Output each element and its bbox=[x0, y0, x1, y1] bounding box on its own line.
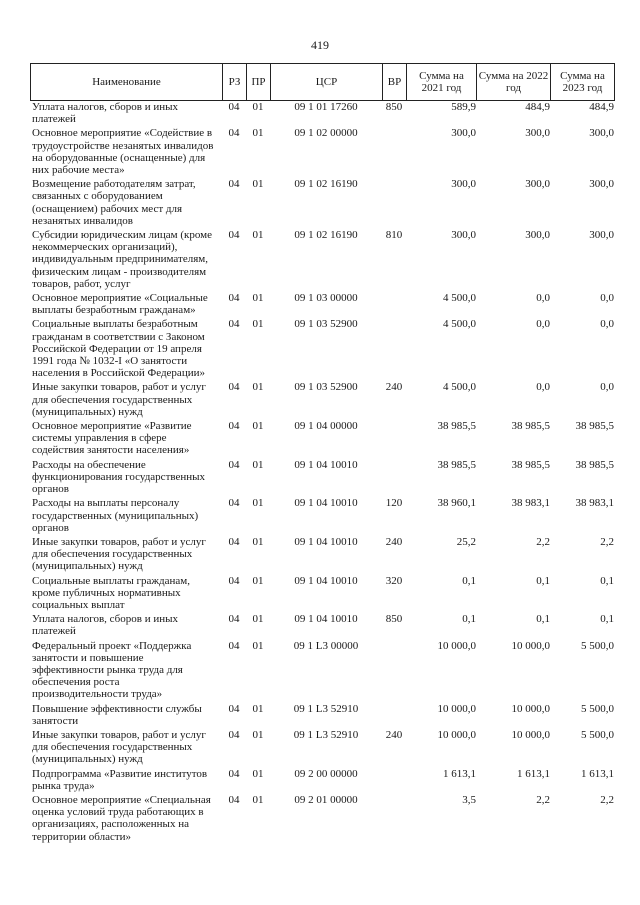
row-vr bbox=[382, 292, 406, 318]
row-name: Основное мероприятие «Содействие в трудоустройстве незанятых инвалидов на оборудованные (оснащенные) для них рабочие места» bbox=[32, 127, 214, 177]
row-pr: 01 bbox=[252, 793, 264, 806]
row-sum-2022: 38 985,5 bbox=[511, 420, 550, 433]
row-rz: 04 bbox=[228, 101, 240, 113]
row-name: Социальные выплаты безработным гражданам в соответствии с Законом Российской Федерации от 19 апреля 1991 года № 1032-I «О занятости населения в Российской Федерации» bbox=[32, 318, 205, 380]
row-name: Уплата налогов, сборов и иных платежей bbox=[32, 613, 179, 638]
row-sum-2023: 0,1 bbox=[600, 613, 614, 626]
row-csr: 09 1 03 52900 bbox=[294, 381, 358, 394]
row-sum-2021: 4 500,0 bbox=[443, 381, 476, 394]
row-sum-2021: 38 985,5 bbox=[437, 458, 476, 471]
row-sum-2022: 300,0 bbox=[525, 229, 550, 242]
row-sum-2021: 38 960,1 bbox=[437, 497, 476, 510]
row-sum-2022: 0,0 bbox=[536, 318, 550, 331]
table-row bbox=[30, 318, 614, 381]
row-rz: 04 bbox=[228, 458, 240, 471]
row-name: Повышение эффективности службы занятости bbox=[32, 702, 202, 727]
row-name: Субсидии юридическим лицам (кроме некоммерческих организаций), индивидуальным предпринимателям, физическим лицам - производителям товаров, работ, услуг bbox=[32, 229, 213, 290]
row-name: Основное мероприятие «Специальная оценка условий труда работающих в организациях, расположенных на территории области» bbox=[32, 793, 211, 843]
table-row bbox=[30, 420, 614, 459]
row-csr: 09 1 04 00000 bbox=[294, 420, 358, 433]
row-pr: 01 bbox=[252, 178, 264, 191]
row-sum-2021: 0,1 bbox=[462, 613, 476, 626]
row-sum-2023: 2,2 bbox=[600, 793, 614, 806]
row-pr: 01 bbox=[252, 497, 264, 510]
row-sum-2021: 0,1 bbox=[462, 574, 476, 587]
row-sum-2022: 300,0 bbox=[525, 127, 550, 140]
row-vr bbox=[382, 794, 406, 845]
row-sum-2021: 4 500,0 bbox=[443, 318, 476, 331]
row-rz: 04 bbox=[228, 639, 240, 652]
row-sum-2022: 0,0 bbox=[536, 292, 550, 305]
row-vr: 850 bbox=[385, 101, 403, 113]
row-name: Социальные выплаты гражданам, кроме публичных нормативных социальных выплат bbox=[32, 574, 190, 611]
row-sum-2022: 10 000,0 bbox=[511, 728, 550, 741]
header-name: Наименование bbox=[31, 64, 223, 101]
row-vr bbox=[382, 127, 406, 178]
row-sum-2021: 300,0 bbox=[451, 229, 476, 242]
row-name: Федеральный проект «Поддержка занятости и повышение эффективности рынка труда для обеспечения роста производительности труда» bbox=[32, 639, 192, 701]
row-vr: 850 bbox=[385, 613, 403, 626]
row-rz: 04 bbox=[228, 229, 240, 242]
header-pr: ПР bbox=[247, 64, 271, 101]
row-rz: 04 bbox=[228, 127, 240, 140]
header-csr: ЦСР bbox=[271, 64, 383, 101]
row-sum-2023: 38 985,5 bbox=[575, 458, 614, 471]
page-number: 419 bbox=[311, 38, 329, 52]
row-csr: 09 1 04 10010 bbox=[294, 458, 358, 471]
table-row bbox=[30, 459, 614, 498]
row-pr: 01 bbox=[252, 101, 264, 113]
row-rz: 04 bbox=[228, 420, 240, 433]
row-pr: 01 bbox=[252, 229, 264, 242]
row-sum-2022: 0,0 bbox=[536, 381, 550, 394]
row-sum-2022: 10 000,0 bbox=[511, 702, 550, 715]
row-sum-2021: 3,5 bbox=[462, 793, 476, 806]
table-row bbox=[30, 536, 614, 575]
row-sum-2021: 589,9 bbox=[451, 101, 476, 113]
header-sum-2023: Сумма на 2023 год bbox=[551, 64, 615, 101]
table-row bbox=[30, 497, 614, 536]
row-pr: 01 bbox=[252, 127, 264, 140]
table-row bbox=[30, 127, 614, 178]
table-row bbox=[30, 794, 614, 845]
row-pr: 01 bbox=[252, 767, 264, 780]
row-rz: 04 bbox=[228, 613, 240, 626]
row-name: Иные закупки товаров, работ и услуг для обеспечения государственных (муниципальных) нужд bbox=[32, 535, 206, 573]
header-vr: ВР bbox=[383, 64, 407, 101]
row-vr bbox=[382, 420, 406, 459]
budget-table bbox=[30, 101, 614, 845]
table-row bbox=[30, 381, 614, 420]
row-pr: 01 bbox=[252, 574, 264, 587]
row-sum-2023: 1 613,1 bbox=[581, 767, 614, 780]
table-row bbox=[30, 703, 614, 729]
row-rz: 04 bbox=[228, 574, 240, 587]
row-vr: 320 bbox=[385, 574, 403, 587]
row-vr bbox=[382, 459, 406, 498]
table-row bbox=[30, 229, 614, 292]
row-pr: 01 bbox=[252, 702, 264, 715]
row-pr: 01 bbox=[252, 318, 264, 331]
row-vr bbox=[382, 178, 406, 229]
row-sum-2023: 300,0 bbox=[589, 127, 614, 140]
row-rz: 04 bbox=[228, 728, 240, 741]
row-name: Подпрограмма «Развитие институтов рынка труда» bbox=[32, 767, 208, 792]
row-vr bbox=[382, 640, 406, 703]
row-name: Основное мероприятие «Развитие системы управления в сфере содействия занятости населения» bbox=[32, 420, 192, 457]
row-rz: 04 bbox=[228, 292, 240, 305]
row-pr: 01 bbox=[252, 535, 264, 548]
row-rz: 04 bbox=[228, 767, 240, 780]
row-name: Иные закупки товаров, работ и услуг для обеспечения государственных (муниципальных) нужд bbox=[32, 728, 206, 766]
row-name: Расходы на обеспечение функционирования государственных органов bbox=[32, 458, 206, 496]
table-row bbox=[30, 292, 614, 318]
table-row bbox=[30, 613, 614, 639]
row-sum-2023: 300,0 bbox=[589, 178, 614, 191]
row-csr: 09 1 02 16190 bbox=[294, 178, 358, 191]
row-sum-2021: 10 000,0 bbox=[437, 702, 476, 715]
row-sum-2023: 5 500,0 bbox=[581, 728, 614, 741]
header-sum-2021: Сумма на 2021 год bbox=[407, 64, 477, 101]
row-sum-2022: 2,2 bbox=[536, 793, 550, 806]
row-csr: 09 1 L3 52910 bbox=[293, 702, 359, 715]
row-sum-2022: 10 000,0 bbox=[511, 639, 550, 652]
row-csr: 09 1 03 00000 bbox=[294, 292, 358, 305]
header-sum-2022: Сумма на 2022 год bbox=[477, 64, 551, 101]
row-vr bbox=[382, 318, 406, 381]
row-name: Основное мероприятие «Социальные выплаты безработным гражданам» bbox=[32, 292, 208, 317]
row-sum-2023: 0,0 bbox=[600, 318, 614, 331]
row-name: Возмещение работодателям затрат, связанных с оборудованием (оснащением) рабочих мест для незанятых инвалидов bbox=[32, 178, 196, 227]
row-sum-2023: 484,9 bbox=[589, 101, 614, 113]
table-row bbox=[30, 640, 614, 703]
row-pr: 01 bbox=[252, 613, 264, 626]
row-csr: 09 1 04 10010 bbox=[294, 613, 358, 626]
row-sum-2021: 300,0 bbox=[451, 127, 476, 140]
row-name: Уплата налогов, сборов и иных платежей bbox=[32, 101, 179, 126]
row-sum-2021: 10 000,0 bbox=[437, 639, 476, 652]
table-header bbox=[30, 63, 615, 101]
row-vr bbox=[382, 768, 406, 794]
row-sum-2021: 25,2 bbox=[456, 535, 476, 548]
row-rz: 04 bbox=[228, 178, 240, 191]
row-sum-2022: 38 985,5 bbox=[511, 458, 550, 471]
row-sum-2023: 38 983,1 bbox=[575, 497, 614, 510]
row-vr: 120 bbox=[385, 497, 403, 510]
row-csr: 09 1 02 16190 bbox=[294, 229, 358, 242]
row-sum-2021: 300,0 bbox=[451, 178, 476, 191]
row-csr: 09 1 03 52900 bbox=[294, 318, 358, 331]
row-sum-2022: 38 983,1 bbox=[511, 497, 550, 510]
row-sum-2022: 300,0 bbox=[525, 178, 550, 191]
row-sum-2021: 1 613,1 bbox=[443, 767, 476, 780]
row-sum-2023: 2,2 bbox=[600, 535, 614, 548]
row-sum-2021: 4 500,0 bbox=[443, 292, 476, 305]
row-sum-2022: 2,2 bbox=[536, 535, 550, 548]
row-rz: 04 bbox=[228, 535, 240, 548]
row-sum-2023: 0,0 bbox=[600, 381, 614, 394]
row-rz: 04 bbox=[228, 497, 240, 510]
row-csr: 09 1 04 10010 bbox=[294, 497, 358, 510]
row-vr: 240 bbox=[385, 535, 403, 548]
row-csr: 09 1 L3 52910 bbox=[293, 728, 359, 741]
row-sum-2023: 300,0 bbox=[589, 229, 614, 242]
row-pr: 01 bbox=[252, 381, 264, 394]
row-pr: 01 bbox=[252, 639, 264, 652]
row-csr: 09 1 04 10010 bbox=[294, 574, 358, 587]
row-name: Иные закупки товаров, работ и услуг для обеспечения государственных (муниципальных) нужд bbox=[32, 381, 206, 418]
row-sum-2023: 38 985,5 bbox=[575, 420, 614, 433]
row-name: Расходы на выплаты персоналу государственных (муниципальных) органов bbox=[32, 497, 199, 534]
row-csr: 09 1 04 10010 bbox=[294, 535, 358, 548]
row-pr: 01 bbox=[252, 458, 264, 471]
row-sum-2023: 5 500,0 bbox=[581, 702, 614, 715]
row-vr: 810 bbox=[385, 229, 403, 242]
row-vr bbox=[382, 703, 406, 729]
row-sum-2022: 484,9 bbox=[525, 101, 550, 113]
row-rz: 04 bbox=[228, 381, 240, 394]
table-row bbox=[30, 575, 614, 614]
row-csr: 09 1 02 00000 bbox=[294, 127, 358, 140]
row-rz: 04 bbox=[228, 702, 240, 715]
row-sum-2021: 10 000,0 bbox=[437, 728, 476, 741]
row-sum-2023: 0,0 bbox=[600, 292, 614, 305]
row-csr: 09 1 L3 00000 bbox=[293, 639, 359, 652]
table-row bbox=[30, 729, 614, 768]
row-rz: 04 bbox=[228, 793, 240, 806]
row-csr: 09 1 01 17260 bbox=[294, 101, 358, 113]
row-sum-2023: 0,1 bbox=[600, 574, 614, 587]
row-sum-2022: 1 613,1 bbox=[517, 767, 550, 780]
row-sum-2021: 38 985,5 bbox=[437, 420, 476, 433]
row-sum-2023: 5 500,0 bbox=[581, 639, 614, 652]
table-row bbox=[30, 101, 614, 127]
row-pr: 01 bbox=[252, 728, 264, 741]
row-sum-2022: 0,1 bbox=[536, 613, 550, 626]
row-vr: 240 bbox=[385, 728, 403, 741]
row-rz: 04 bbox=[228, 318, 240, 331]
row-csr: 09 2 01 00000 bbox=[294, 793, 358, 806]
row-vr: 240 bbox=[385, 381, 403, 394]
row-pr: 01 bbox=[252, 292, 264, 305]
header-rz: РЗ bbox=[223, 64, 247, 101]
row-csr: 09 2 00 00000 bbox=[294, 767, 358, 780]
table-row bbox=[30, 768, 614, 794]
row-pr: 01 bbox=[252, 420, 264, 433]
table-row bbox=[30, 178, 614, 229]
row-sum-2022: 0,1 bbox=[536, 574, 550, 587]
